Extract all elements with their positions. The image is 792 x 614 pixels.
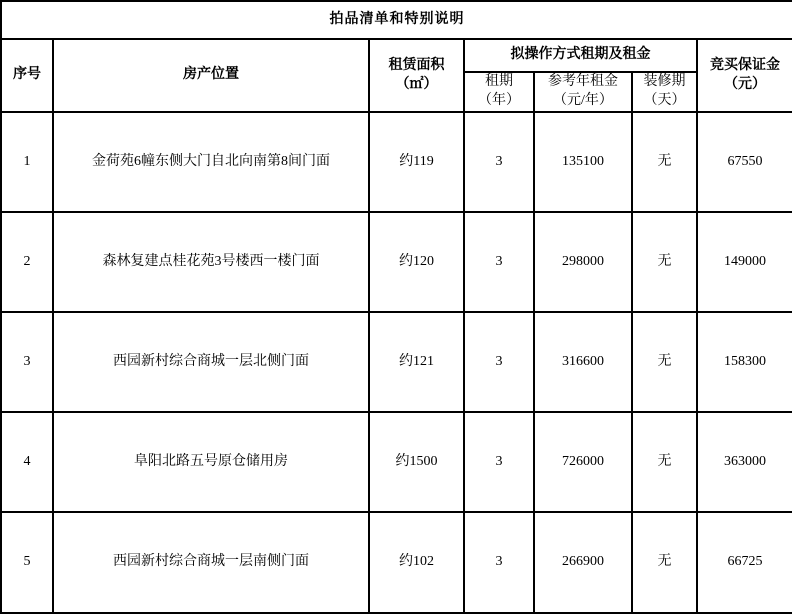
- cell-term: 3: [464, 312, 534, 412]
- table-row: [1, 312, 792, 412]
- table-row: [1, 512, 792, 613]
- deposit-header-line2: （元）: [724, 76, 766, 92]
- cell-deposit: 66725: [697, 512, 792, 613]
- col-header-renovation: [632, 72, 697, 112]
- cell-rent: 266900: [534, 512, 632, 613]
- header-row-top: [1, 39, 792, 72]
- page-title: 拍品清单和特别说明: [1, 1, 792, 39]
- cell-location: 金荷苑6幢东侧大门自北向南第8间门面: [53, 112, 369, 212]
- cell-renovation: 无: [632, 512, 697, 613]
- cell-seq: 5: [1, 512, 53, 613]
- cell-rent: 298000: [534, 212, 632, 312]
- cell-term: 3: [464, 112, 534, 212]
- cell-rent: 726000: [534, 412, 632, 512]
- cell-term: 3: [464, 512, 534, 613]
- cell-location: 西园新村综合商城一层南侧门面: [53, 512, 369, 613]
- col-header-term: [464, 72, 534, 112]
- cell-rent: 316600: [534, 312, 632, 412]
- col-header-rent: [534, 72, 632, 112]
- area-header-line2: （㎡）: [395, 76, 438, 92]
- cell-area: 约120: [369, 212, 464, 312]
- term-header-line1: 租期: [485, 74, 513, 90]
- cell-deposit: 149000: [697, 212, 792, 312]
- cell-renovation: 无: [632, 312, 697, 412]
- area-header-line1: 租赁面积: [388, 57, 445, 73]
- col-header-area: [369, 39, 464, 112]
- col-header-location: 房产位置: [53, 39, 369, 112]
- col-header-seq: 序号: [1, 39, 53, 112]
- table-row: [1, 212, 792, 312]
- title-row: [1, 1, 792, 39]
- cell-location: 阜阳北路五号原仓储用房: [53, 412, 369, 512]
- cell-deposit: 158300: [697, 312, 792, 412]
- renovation-header-line2: （天）: [643, 93, 686, 108]
- rent-header-line2: （元/年）: [553, 93, 613, 108]
- cell-deposit: 67550: [697, 112, 792, 212]
- cell-location: 西园新村综合商城一层北侧门面: [53, 312, 369, 412]
- cell-term: 3: [464, 412, 534, 512]
- cell-seq: 4: [1, 412, 53, 512]
- renovation-header-line1: 装修期: [643, 74, 686, 90]
- cell-area: 约119: [369, 112, 464, 212]
- cell-seq: 3: [1, 312, 53, 412]
- cell-renovation: 无: [632, 112, 697, 212]
- deposit-header-line1: 竞买保证金: [710, 57, 780, 73]
- col-header-operation-group: 拟操作方式租期及租金: [464, 39, 697, 72]
- cell-rent: 135100: [534, 112, 632, 212]
- term-header-line2: （年）: [478, 93, 520, 108]
- cell-deposit: 363000: [697, 412, 792, 512]
- cell-area: 约102: [369, 512, 464, 613]
- cell-renovation: 无: [632, 212, 697, 312]
- table-row: [1, 412, 792, 512]
- cell-area: 约1500: [369, 412, 464, 512]
- col-header-deposit: [697, 39, 792, 112]
- cell-seq: 1: [1, 112, 53, 212]
- cell-location: 森林复建点桂花苑3号楼西一楼门面: [53, 212, 369, 312]
- rent-header-line1: 参考年租金: [548, 74, 618, 90]
- cell-renovation: 无: [632, 412, 697, 512]
- table-row: [1, 112, 792, 212]
- cell-seq: 2: [1, 212, 53, 312]
- cell-term: 3: [464, 212, 534, 312]
- cell-area: 约121: [369, 312, 464, 412]
